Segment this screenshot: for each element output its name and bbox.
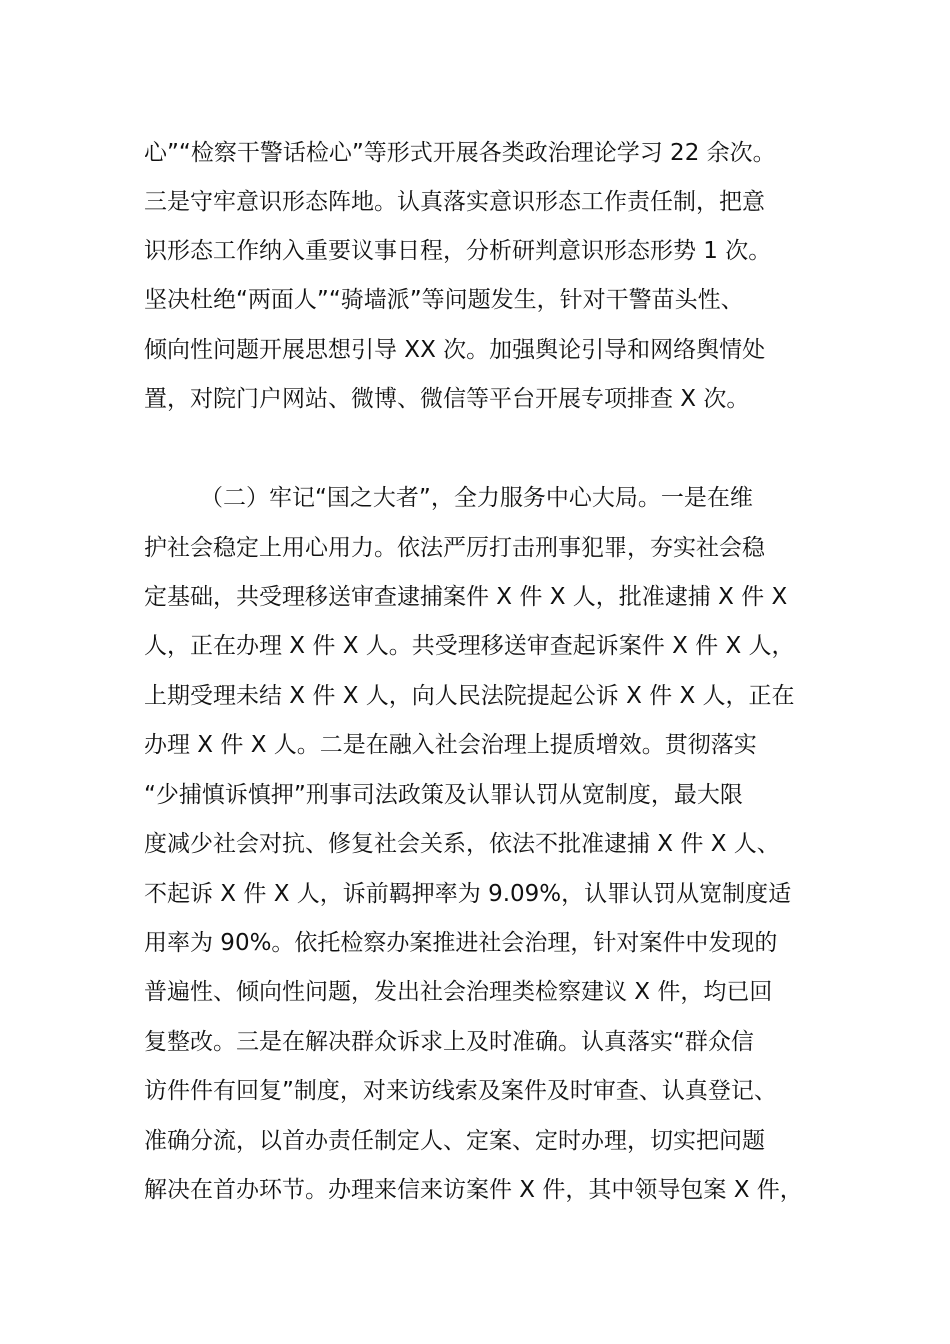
- text-line: 识形态工作纳入重要议事日程，分析研判意识形态形势 1 次。: [144, 238, 772, 264]
- text-line: 办理 X 件 X 人。二是在融入社会治理上提质增效。贯彻落实: [144, 732, 757, 758]
- text-line: 普遍性、倾向性问题，发出社会治理类检察建议 X 件，均已回: [144, 979, 773, 1005]
- text-line: 定基础，共受理移送审查逮捕案件 X 件 X 人，批准逮捕 X 件 X: [144, 584, 788, 610]
- text-line: 坚决杜绝“两面人”“骑墙派”等问题发生，针对干警苗头性、: [144, 287, 744, 313]
- text-line: 访件件有回复”制度，对来访线索及案件及时审查、认真登记、: [144, 1078, 777, 1104]
- text-line: 倾向性问题开展思想引导 XX 次。加强舆论引导和网络舆情处: [144, 337, 766, 363]
- text-line: 置，对院门户网站、微博、微信等平台开展专项排查 X 次。: [144, 386, 750, 412]
- text-line: 准确分流，以首办责任制定人、定案、定时办理，切实把问题: [144, 1128, 765, 1154]
- text-line: 三是守牢意识形态阵地。认真落实意识形态工作责任制，把意: [144, 189, 765, 215]
- text-line: 度减少社会对抗、修复社会关系，依法不批准逮捕 X 件 X 人、: [144, 831, 780, 857]
- text-line: 复整改。三是在解决群众诉求上及时准确。认真落实“群众信: [144, 1029, 754, 1055]
- text-line: （二）牢记“国之大者”，全力服务中心大局。一是在维: [200, 485, 753, 511]
- text-line: 人，正在办理 X 件 X 人。共受理移送审查起诉案件 X 件 X 人，: [144, 633, 795, 659]
- text-line: 用率为 90%。依托检察办案推进社会治理，针对案件中发现的: [144, 930, 778, 956]
- text-line: 解决在首办环节。办理来信来访案件 X 件，其中领导包案 X 件，: [144, 1177, 803, 1203]
- text-line: 上期受理未结 X 件 X 人，向人民法院提起公诉 X 件 X 人，正在: [144, 683, 795, 709]
- text-line: 不起诉 X 件 X 人，诉前羁押率为 9.09%，认罪认罚从宽制度适: [144, 881, 792, 907]
- text-line: “少捕慎诉慎押”刑事司法政策及认罪认罚从宽制度，最大限: [144, 782, 743, 808]
- text-line: 护社会稳定上用心用力。依法严厉打击刑事犯罪，夯实社会稳: [144, 535, 765, 561]
- text-line: 心”“检察干警话检心”等形式开展各类政治理论学习 22 余次。: [144, 140, 776, 166]
